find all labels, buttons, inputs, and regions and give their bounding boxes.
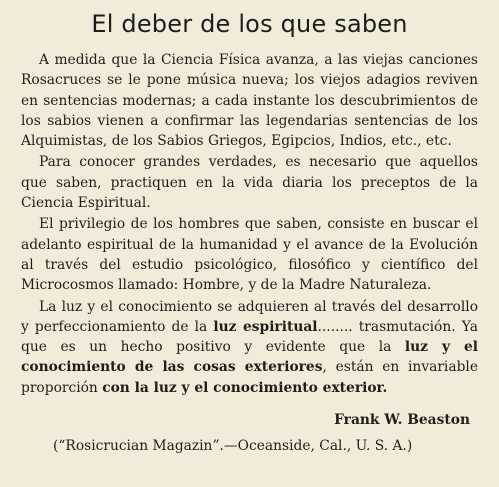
- paragraph-2-text: Para conocer grandes verdades, es necesario que aquellos que saben, practiquen en la vida diaria los preceptos de la Ciencia Espiritual.: [21, 154, 478, 212]
- article-body: [21, 50, 478, 398]
- paragraph-1-text: A medida que la Ciencia Física avanza, a las viejas canciones Rosacruces se le pone música nueva; los viejos adagios reviven en sentencias modernas; a cada instante los descubrimientos de los sabios vienen a confirmar las legendarias sentencias de los Alquimistas, de los Sabios Griegos, Egipcios, Indios, etc., etc.: [21, 52, 478, 150]
- author-signature: Frank W. Beaston: [334, 412, 470, 429]
- paragraph-3: [21, 214, 478, 295]
- paragraph-2: [21, 152, 478, 213]
- paragraph-4-text-part-3: , están en invariable proporción: [21, 359, 478, 396]
- paragraph-3-text: El privilegio de los hombres que saben, consiste en buscar el adelanto espiritual de la humanidad y el avance de la Evolución al través del estudio psicológico, filosófico y científico del Microcosmos llamado: Hombre, y de la Madre Naturaleza.: [21, 216, 478, 294]
- paragraph-1: [21, 50, 478, 151]
- paragraph-4-bold-text-3: con la luz y el conocimiento exterior.: [102, 379, 388, 396]
- paragraph-4: [21, 297, 478, 398]
- paragraph-4-text-part-2: ........ trasmutación. Ya que es un hecho positivo y evidente que la: [21, 318, 478, 356]
- paragraph-4-text-part-1: La luz y el conocimiento se adquieren al través del desarrollo y perfeccionamiento de la: [21, 298, 478, 335]
- article-title: El deber de los que saben: [91, 10, 408, 38]
- paragraph-4-bold-text-1: luz espiritual: [213, 318, 318, 335]
- source-citation: (“Rosicrucian Magazin”.—Oceanside, Cal., U. S. A.): [53, 438, 413, 455]
- paragraph-4-bold-text-2: luz y el conocimiento de las cosas exteriores: [21, 339, 479, 376]
